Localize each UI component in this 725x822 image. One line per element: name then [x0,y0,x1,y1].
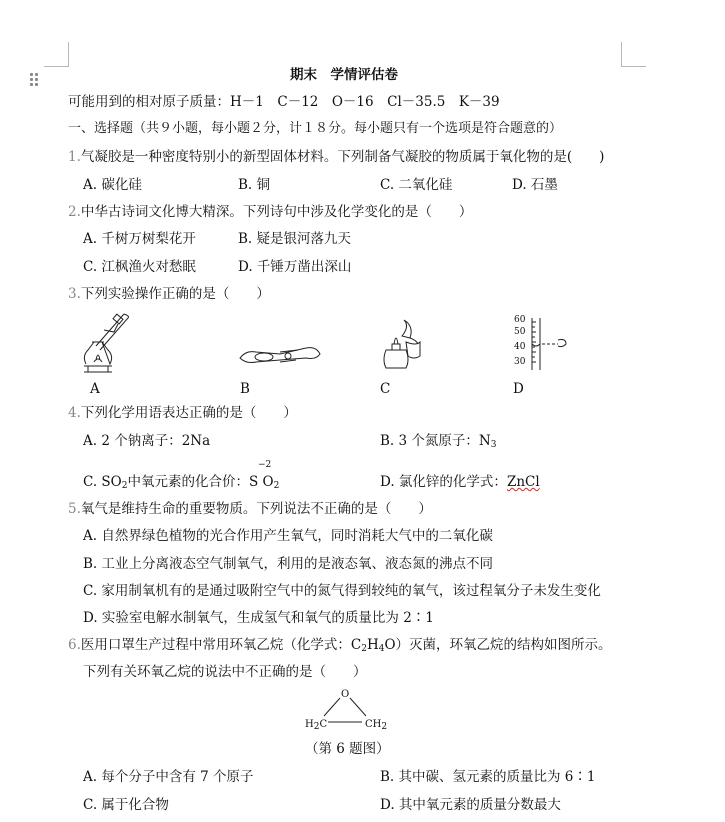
subscript: 2 [313,722,320,732]
q4-charge-label: −2 [258,460,272,470]
struct-right [365,716,387,736]
drag-handle-icon[interactable] [30,73,38,87]
cyl-tick-60: 60 [514,315,526,325]
subscript: 2 [381,722,388,732]
cyl-tick-50: 50 [514,327,526,337]
figure-caption: （第 6 题图） [305,741,390,757]
subscript: 2 [361,644,367,654]
q3-label-c: C [380,381,391,397]
option-text: C. SO [83,474,122,490]
struct-o: O [341,689,350,700]
q5-option-a: A. 自然界绿色植物的光合作用产生氧气，同时消耗大气中的二氧化碳 [83,528,493,544]
q2-option-b: B. 疑是银河落九天 [238,231,352,247]
q3-label-d: D [513,381,524,397]
struct-text: H [305,719,314,730]
q6-option-d: D. 其中氧元素的质量分数最大 [380,797,561,813]
subscript: 3 [490,440,497,450]
crop-mark-left-h [44,66,69,67]
cyl-tick-30: 30 [514,357,526,367]
crop-mark-right-v [621,42,622,67]
lab-figure-a-heating-icon [74,310,134,375]
question-stem: 医用口罩生产过程中常用环氧乙烷（化学式：C [80,637,362,653]
q1-option-a: A. 碳化硅 [83,177,142,193]
struct-text: CH [365,719,382,730]
q4-option-a: A. 2 个钠离子：2Na [83,433,211,449]
q4-option-d [380,473,540,491]
page-title: 期末 学情评估卷 [290,67,398,83]
question-4 [68,404,297,422]
question-number: 6. [68,637,81,653]
section-heading: 一、选择题（共９小题，每小题２分，计１８分。每小题只有一个选项是符合题意的） [68,121,563,136]
option-text: 中氧元素的化合价：S O [127,474,274,490]
option-text: B. 3 个氮原子：N [380,433,491,449]
formula-text: ZnCl [506,474,540,490]
crop-mark-right-h [621,66,646,67]
question-stem: 中华古诗词文化博大精深。下列诗句中涉及化学变化的是（ ） [80,204,473,220]
q3-label-b: B [240,381,250,397]
q5-option-b: B. 工业上分离液态空气制氧气，利用的是液态氧、液态氮的沸点不同 [83,556,494,572]
q1-option-d: D. 石墨 [512,177,558,193]
question-number: 1. [68,149,81,165]
question-number: 5. [68,501,81,517]
question-5 [68,500,432,518]
question-3 [68,285,270,303]
q2-option-c: C. 江枫渔火对愁眠 [83,259,196,275]
question-6 [68,636,612,658]
question-1 [68,148,604,166]
q5-option-c: C. 家用制氧机有的是通过吸附空气中的氮气得到较纯的氧气，该过程氧分子未发生变化 [83,583,601,599]
crop-mark-left-v [68,42,69,67]
subscript: 2 [273,481,280,491]
atomic-masses: 可能用到的相对原子质量：H－1 C－12 O－16 Cl－35.5 K－39 [68,94,500,110]
lab-figure-c-alcohol-lamp-icon [376,316,424,374]
subscript: 4 [378,644,385,654]
q1-option-c: C. 二氧化硅 [380,177,453,193]
question-stem: 氧气是维持生命的重要物质。下列说法不正确的是（ ） [80,501,432,517]
q2-option-d: D. 千锤万凿出深山 [238,259,352,275]
struct-text: C [319,719,328,730]
q2-option-a: A. 千树万树梨花开 [83,231,196,247]
question-stem: H [366,637,379,653]
question-stem: 下列实验操作正确的是（ ） [80,286,270,302]
question-number: 4. [68,405,81,421]
option-text: D. 氯化锌的化学式： [380,474,507,490]
q1-option-b: B. 铜 [238,177,271,193]
subscript: 2 [121,481,128,491]
q6-option-b: B. 其中碳、氢元素的质量比为 6∶1 [380,769,596,785]
q3-label-a: A [90,381,100,397]
q4-option-c [83,473,279,495]
cyl-tick-40: 40 [514,342,526,352]
question-number: 2. [68,204,81,220]
q6-option-c: C. 属于化合物 [83,797,169,813]
q4-option-b [380,432,496,454]
q6-option-a: A. 每个分子中含有 7 个原子 [83,769,254,785]
question-stem: 气凝胶是一种密度特别小的新型固体材料。下列制备气凝胶的物质属于氧化物的是( ) [80,149,605,165]
lab-figure-b-weighing-icon [236,340,324,368]
question-stem: O）灭菌，环氧乙烷的结构如图所示。 [384,637,612,653]
question-stem: 下列化学用语表达正确的是（ ） [80,405,297,421]
q5-option-d: D. 实验室电解水制氧气，生成氢气和氧气的质量比为 2∶1 [83,610,434,626]
question-number: 3. [68,286,81,302]
struct-left [305,716,327,736]
question-2 [68,203,472,221]
question-6-line2: 下列有关环氧乙烷的说法中不正确的是（ ） [83,664,367,680]
